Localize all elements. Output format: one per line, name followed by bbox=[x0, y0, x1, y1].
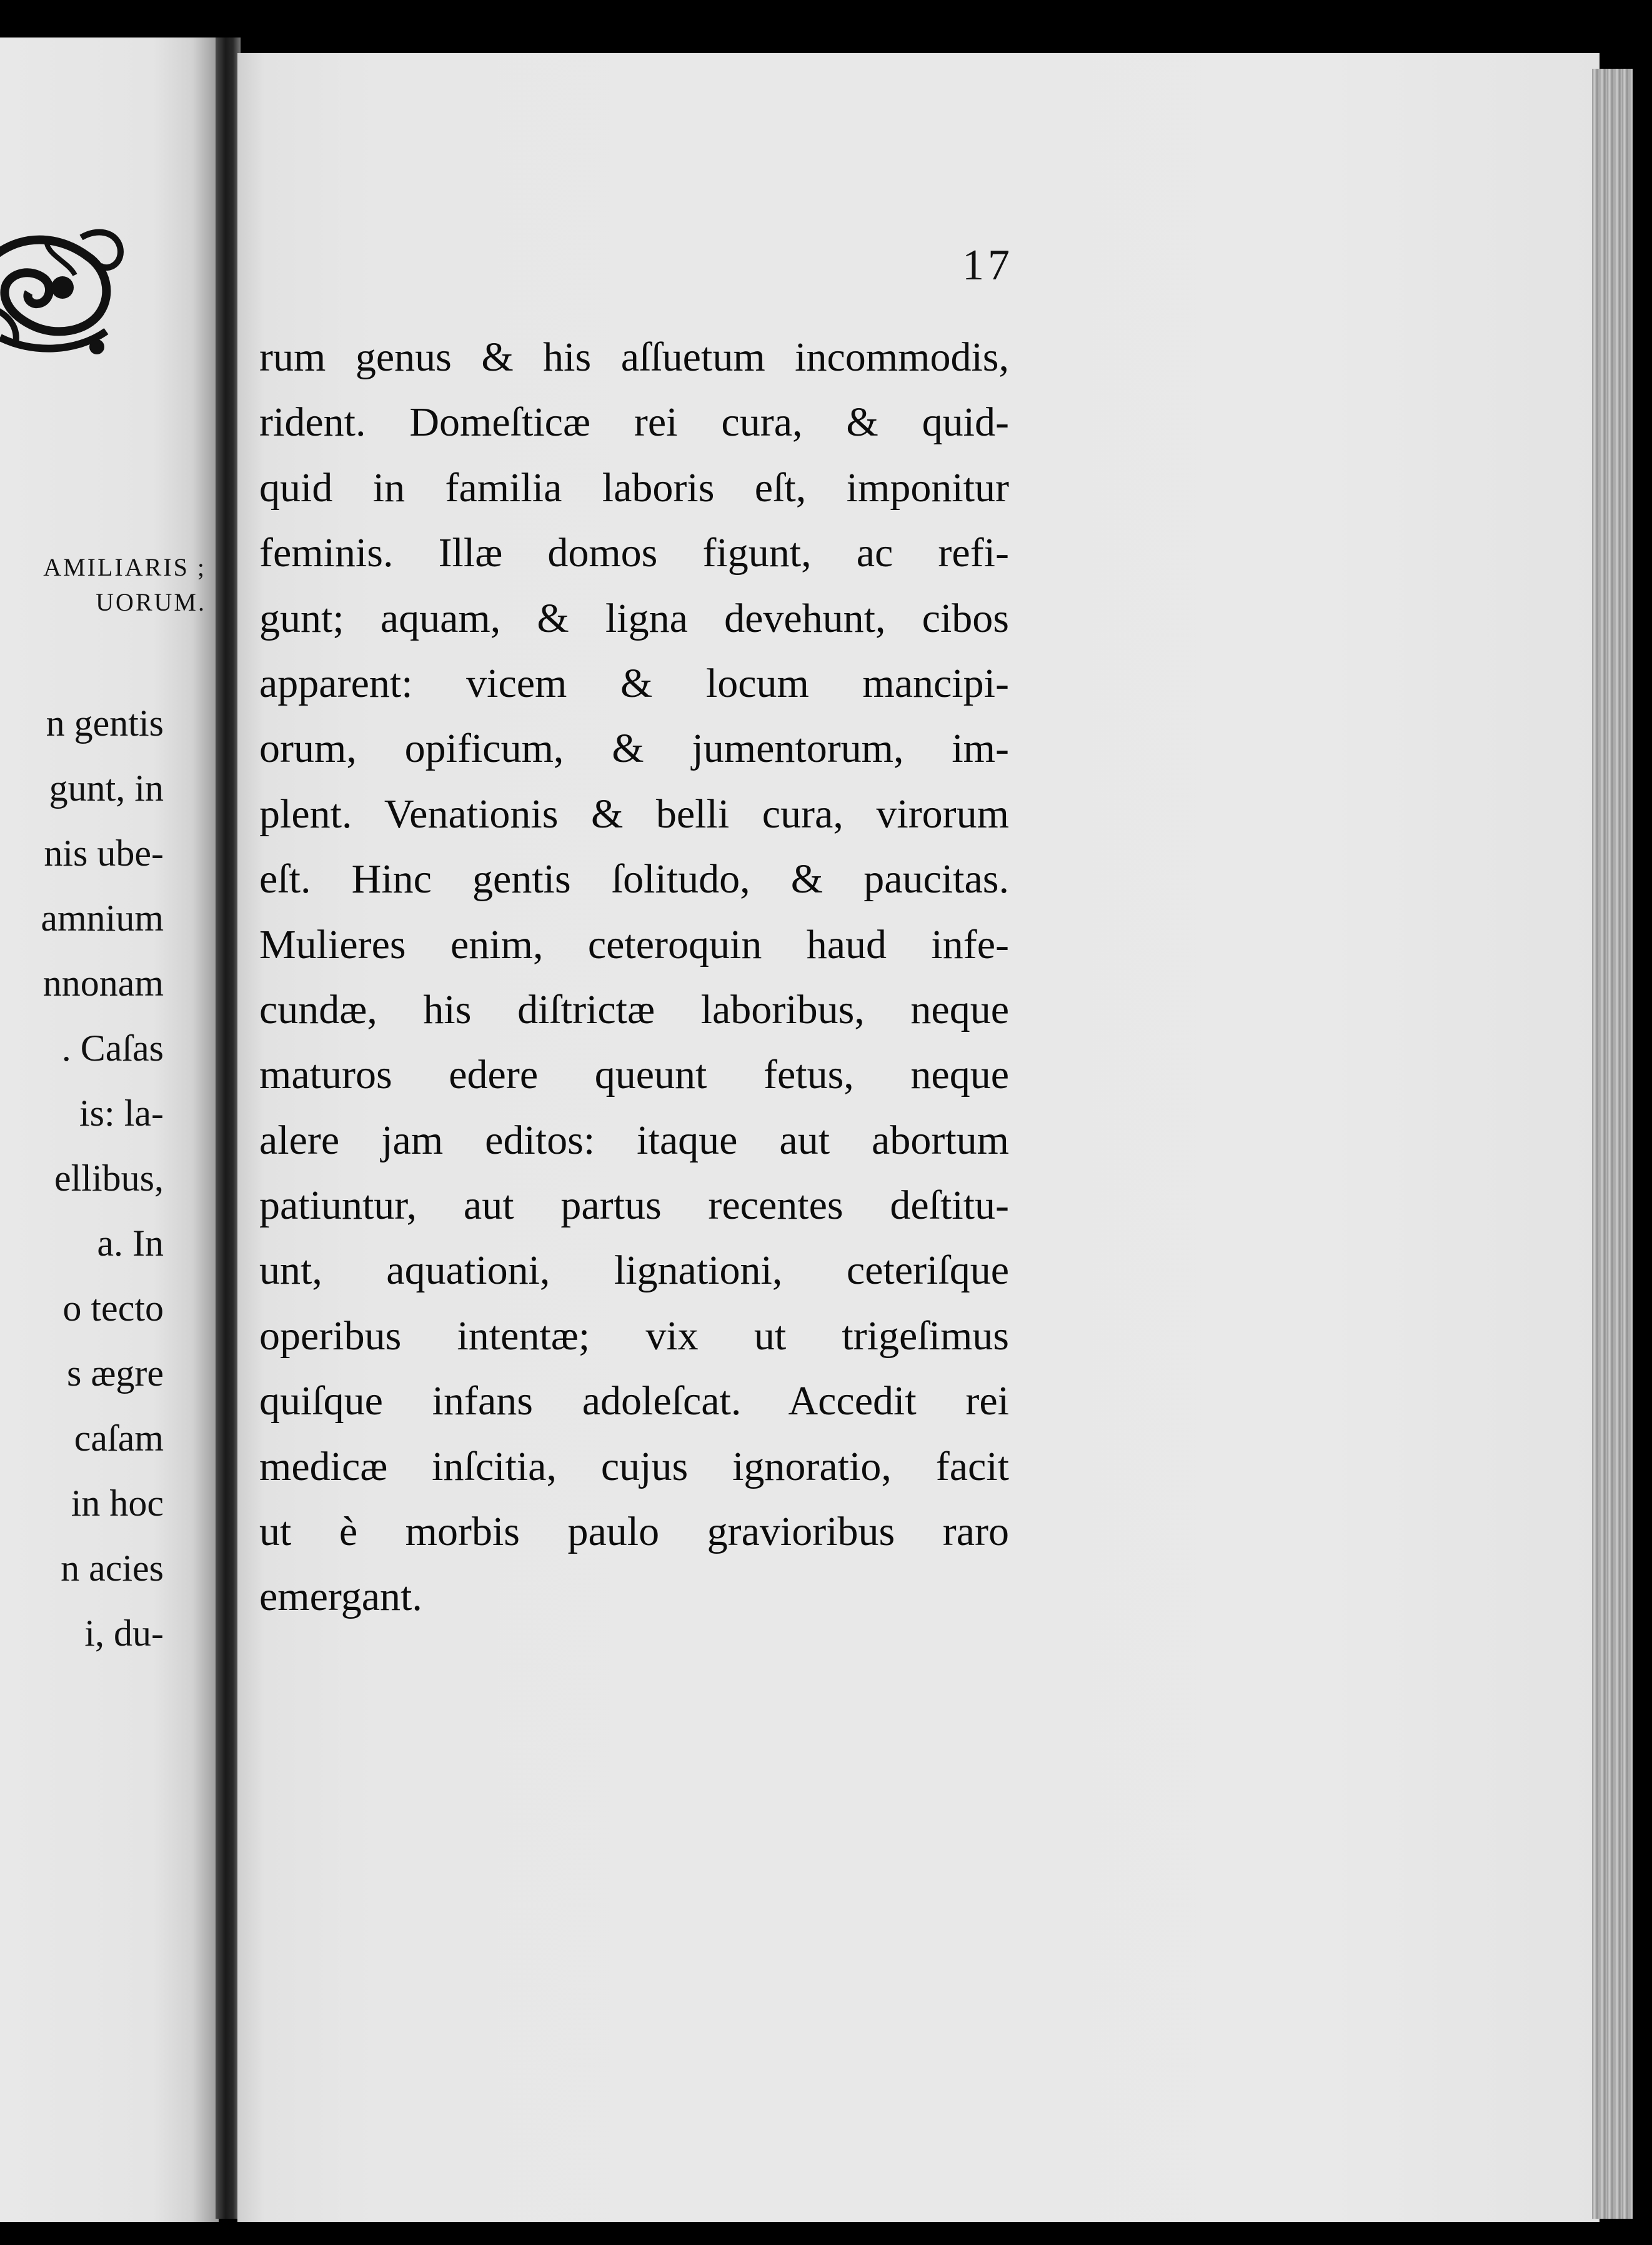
left-page-heading bbox=[0, 550, 206, 620]
text-line: plent. Venationis & belli cura, virorum bbox=[259, 791, 1009, 837]
ornament-icon bbox=[0, 219, 125, 362]
text-line: ut è morbis paulo gravioribus raro bbox=[259, 1509, 1009, 1555]
left-facing-page bbox=[0, 38, 219, 2222]
text-line: rum genus & his aſſuetum incommodis, bbox=[259, 334, 1009, 380]
text-line: emergant. bbox=[259, 1574, 422, 1620]
text-line: patiuntur, aut partus recentes deſtitu- bbox=[259, 1182, 1009, 1229]
text-line: apparent: vicem & locum mancipi- bbox=[259, 660, 1009, 706]
left-text-line: caſam bbox=[74, 1418, 164, 1459]
text-line: Mulieres enim, ceteroquin haud infe- bbox=[259, 921, 1009, 968]
left-text-line: gunt, in bbox=[49, 768, 164, 809]
left-text-line: ellibus, bbox=[54, 1158, 164, 1199]
left-text-line: s ægre bbox=[67, 1352, 164, 1394]
left-text-line: nis ube- bbox=[44, 832, 164, 874]
left-page-text bbox=[0, 691, 164, 1666]
left-text-line: amnium bbox=[41, 898, 164, 939]
text-line: operibus intentæ; vix ut trigeſimus bbox=[259, 1312, 1009, 1359]
text-line: eſt. Hinc gentis ſolitudo, & paucitas. bbox=[259, 856, 1009, 902]
text-line: medicæ inſcitia, cujus ignoratio, facit bbox=[259, 1443, 1009, 1489]
text-line: feminis. Illæ domos figunt, ac refi- bbox=[259, 530, 1009, 576]
left-heading-line: AMILIARIS ; bbox=[43, 553, 206, 581]
left-text-line: . Caſas bbox=[61, 1028, 164, 1069]
text-line: maturos edere queunt fetus, neque bbox=[259, 1052, 1009, 1098]
page-body-text bbox=[259, 325, 1009, 1630]
left-heading-line: UORUM. bbox=[96, 588, 206, 616]
left-text-line: nnonam bbox=[42, 962, 164, 1004]
left-text-line: o tecto bbox=[62, 1288, 164, 1329]
page-number: 17 bbox=[962, 241, 1013, 289]
text-line: alere jam editos: itaque aut abortum bbox=[259, 1117, 1009, 1163]
text-line: cundæ, his diſtrictæ laboribus, neque bbox=[259, 986, 1009, 1032]
page-edges bbox=[1592, 69, 1633, 2219]
text-line: quid in familia laboris eſt, imponitur bbox=[259, 464, 1009, 511]
text-line: rident. Domeſticæ rei cura, & quid- bbox=[259, 399, 1009, 446]
text-line: quiſque infans adoleſcat. Accedit rei bbox=[259, 1378, 1009, 1424]
left-text-line: n gentis bbox=[46, 702, 164, 744]
left-text-line: is: la- bbox=[79, 1092, 164, 1134]
text-line: unt, aquationi, lignationi, ceteriſque bbox=[259, 1248, 1009, 1294]
book-gutter bbox=[216, 38, 241, 2219]
left-text-line: i, du- bbox=[84, 1612, 164, 1654]
text-line: orum, opificum, & jumentorum, im- bbox=[259, 726, 1009, 772]
left-text-line: in hoc bbox=[71, 1482, 164, 1524]
left-text-line: a. In bbox=[97, 1222, 164, 1264]
text-line: gunt; aquam, & ligna devehunt, cibos bbox=[259, 595, 1009, 641]
left-text-line: n acies bbox=[61, 1548, 164, 1589]
